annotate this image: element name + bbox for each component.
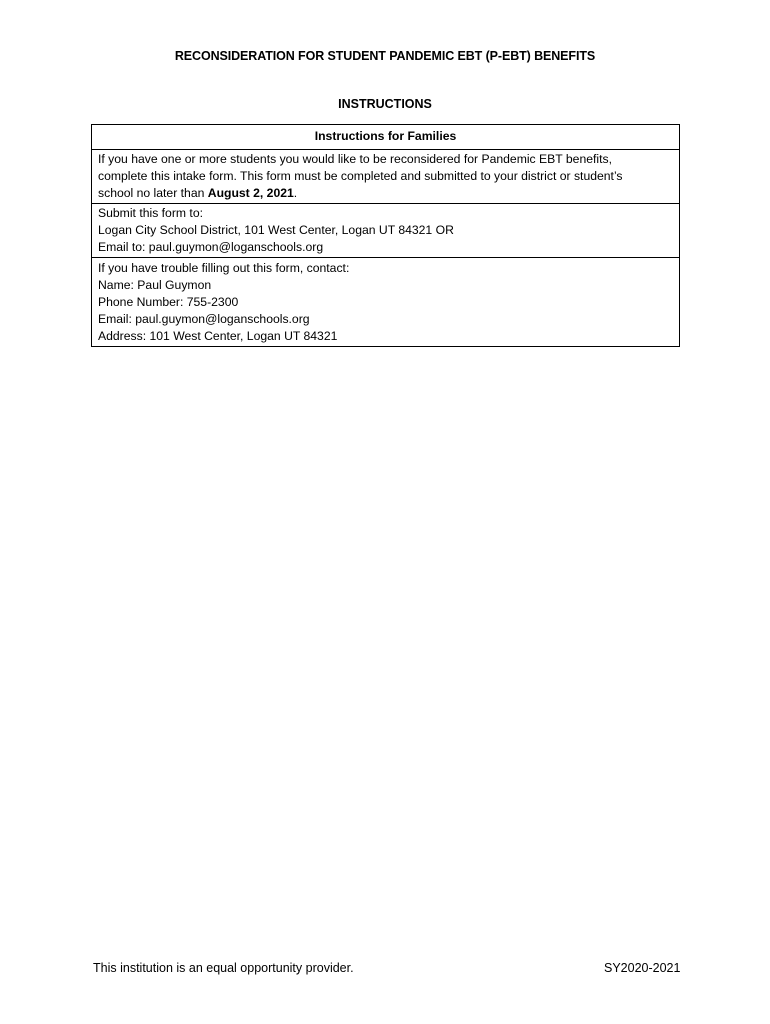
document-title: RECONSIDERATION FOR STUDENT PANDEMIC EBT (P-EBT) BENEFITS — [174, 49, 596, 63]
deadline-date: August 2, 2021 — [207, 186, 294, 200]
table-header-row — [92, 125, 680, 150]
intro-line-3-prefix: school no later than — [98, 186, 208, 200]
contact-address: Address: 101 West Center, Logan UT 84321 — [98, 329, 338, 343]
table-header: Instructions for Families — [92, 125, 680, 150]
intro-line-2: complete this intake form. This form must be completed and submitted to your district or student’s — [98, 169, 623, 183]
contact-name: Name: Paul Guymon — [98, 278, 212, 292]
intro-line-1: If you have one or more students you would like to be reconsidered for Pandemic EBT benefits, — [98, 152, 612, 166]
contact-cell — [92, 258, 680, 347]
submit-heading: Submit this form to: — [98, 206, 203, 220]
section-title: INSTRUCTIONS — [338, 97, 432, 111]
contact-heading: If you have trouble filling out this form, contact: — [98, 261, 350, 275]
intro-line-3-suffix: . — [293, 186, 298, 200]
intro-cell — [92, 150, 680, 204]
submit-email: Email to: paul.guymon@loganschools.org — [98, 240, 324, 254]
footer-school-year: SY2020-2021 — [604, 961, 681, 975]
instructions-table — [91, 124, 680, 347]
submit-cell — [92, 204, 680, 258]
submit-row — [92, 204, 680, 258]
intro-row — [92, 150, 680, 204]
footer-disclaimer: This institution is an equal opportunity provider. — [93, 961, 354, 975]
contact-email: Email: paul.guymon@loganschools.org — [98, 312, 310, 326]
intro-line-3 — [98, 185, 673, 202]
contact-row — [92, 258, 680, 347]
submit-address: Logan City School District, 101 West Center, Logan UT 84321 OR — [98, 223, 454, 237]
contact-phone: Phone Number: 755-2300 — [98, 295, 239, 309]
